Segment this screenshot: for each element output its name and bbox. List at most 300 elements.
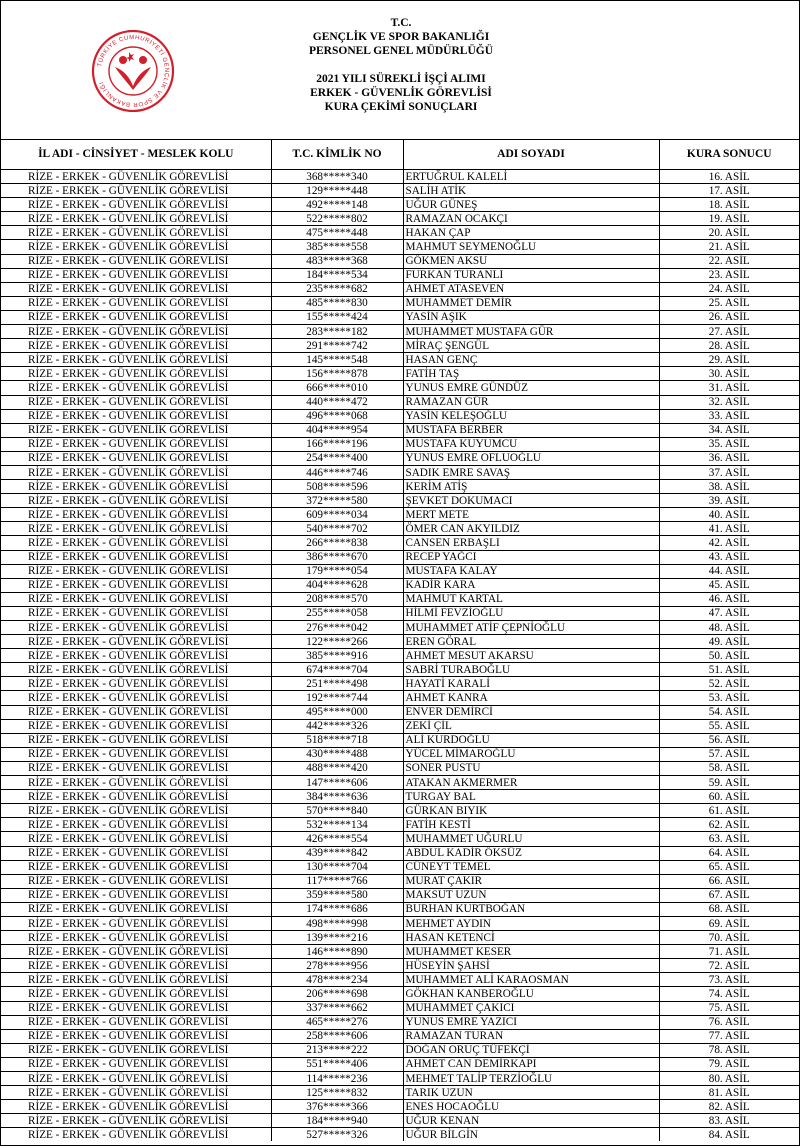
table-row [1, 184, 799, 198]
cell-province: RİZE - ERKEK - GÜVENLİK GÖREVLİSİ [1, 1043, 271, 1057]
cell-id: 498*****998 [271, 916, 403, 930]
cell-name: MİRAÇ ŞENGÜL [403, 339, 659, 353]
title-line-recruitment: 2021 YILI SÜREKLİ İŞÇİ ALIMI [316, 73, 486, 85]
table-row [1, 451, 799, 465]
cell-province: RİZE - ERKEK - GÜVENLİK GÖREVLİSİ [1, 437, 271, 451]
cell-name: YASİN AŞIK [403, 310, 659, 324]
cell-result: 36. ASİL [659, 451, 799, 465]
cell-id: 430*****488 [271, 747, 403, 761]
cell-name: MUSTAFA BERBER [403, 423, 659, 437]
cell-id: 192*****744 [271, 691, 403, 705]
cell-result: 52. ASİL [659, 677, 799, 691]
cell-id: 213*****222 [271, 1043, 403, 1057]
cell-result: 18. ASİL [659, 198, 799, 212]
cell-id: 440*****472 [271, 395, 403, 409]
cell-result: 81. ASİL [659, 1086, 799, 1100]
cell-province: RİZE - ERKEK - GÜVENLİK GÖREVLİSİ [1, 916, 271, 930]
column-header-name: ADI SOYADI [403, 139, 659, 170]
cell-id: 117*****766 [271, 874, 403, 888]
cell-id: 522*****802 [271, 212, 403, 226]
cell-name: TARIK UZUN [403, 1086, 659, 1100]
cell-province: RİZE - ERKEK - GÜVENLİK GÖREVLİSİ [1, 198, 271, 212]
cell-id: 129*****448 [271, 184, 403, 198]
table-row [1, 663, 799, 677]
cell-result: 82. ASİL [659, 1100, 799, 1114]
cell-id: 442*****326 [271, 719, 403, 733]
table-row [1, 1057, 799, 1071]
table-row [1, 621, 799, 635]
table-row [1, 1100, 799, 1114]
cell-name: GÖKMEN AKSU [403, 254, 659, 268]
cell-province: RİZE - ERKEK - GÜVENLİK GÖREVLİSİ [1, 790, 271, 804]
cell-name: MUHAMMET MUSTAFA GÜR [403, 325, 659, 339]
cell-name: YUNUS EMRE OFLUOĞLU [403, 451, 659, 465]
cell-id: 251*****498 [271, 677, 403, 691]
cell-name: CANSEN ERBAŞLI [403, 536, 659, 550]
cell-name: MAKSUT UZUN [403, 888, 659, 902]
table-row [1, 494, 799, 508]
cell-province: RİZE - ERKEK - GÜVENLİK GÖREVLİSİ [1, 282, 271, 296]
cell-name: GÖKHAN KANBEROĞLU [403, 987, 659, 1001]
cell-name: ŞEVKET DOKUMACI [403, 494, 659, 508]
cell-province: RİZE - ERKEK - GÜVENLİK GÖREVLİSİ [1, 1015, 271, 1029]
table-row [1, 1114, 799, 1128]
cell-province: RİZE - ERKEK - GÜVENLİK GÖREVLİSİ [1, 733, 271, 747]
cell-name: EREN GÖRAL [403, 635, 659, 649]
cell-name: DOĞAN ORUÇ TÜFEKÇİ [403, 1043, 659, 1057]
table-row [1, 649, 799, 663]
table-row [1, 719, 799, 733]
cell-id: 145*****548 [271, 353, 403, 367]
cell-name: RECEP YAĞCI [403, 550, 659, 564]
cell-id: 359*****580 [271, 888, 403, 902]
cell-province: RİZE - ERKEK - GÜVENLİK GÖREVLİSİ [1, 860, 271, 874]
table-row [1, 310, 799, 324]
cell-name: MAHMUT KARTAL [403, 592, 659, 606]
cell-id: 147*****606 [271, 776, 403, 790]
column-header-result: KURA SONUCU [659, 139, 799, 170]
table-row [1, 508, 799, 522]
cell-id: 570*****840 [271, 804, 403, 818]
cell-result: 68. ASİL [659, 902, 799, 916]
cell-province: RİZE - ERKEK - GÜVENLİK GÖREVLİSİ [1, 945, 271, 959]
cell-id: 376*****366 [271, 1100, 403, 1114]
cell-id: 337*****662 [271, 1001, 403, 1015]
cell-name: FATİH KESTİ [403, 818, 659, 832]
cell-id: 122*****266 [271, 635, 403, 649]
cell-province: RİZE - ERKEK - GÜVENLİK GÖREVLİSİ [1, 902, 271, 916]
column-header-province: İL ADI - CİNSİYET - MESLEK KOLU [1, 139, 271, 170]
cell-province: RİZE - ERKEK - GÜVENLİK GÖREVLİSİ [1, 240, 271, 254]
cell-name: AHMET ATASEVEN [403, 282, 659, 296]
cell-result: 50. ASİL [659, 649, 799, 663]
table-row [1, 804, 799, 818]
cell-name: MUHAMMET ATİF ÇEPNİOĞLU [403, 621, 659, 635]
cell-name: UĞUR KENAN [403, 1114, 659, 1128]
cell-id: 426*****554 [271, 832, 403, 846]
cell-province: RİZE - ERKEK - GÜVENLİK GÖREVLİSİ [1, 1029, 271, 1043]
cell-result: 56. ASİL [659, 733, 799, 747]
cell-name: MUHAMMET ALİ KARAOSMAN [403, 973, 659, 987]
cell-result: 30. ASİL [659, 367, 799, 381]
cell-province: RİZE - ERKEK - GÜVENLİK GÖREVLİSİ [1, 691, 271, 705]
cell-name: ATAKAN AKMERMER [403, 776, 659, 790]
cell-name: UĞUR GÜNEŞ [403, 198, 659, 212]
cell-province: RİZE - ERKEK - GÜVENLİK GÖREVLİSİ [1, 649, 271, 663]
cell-province: RİZE - ERKEK - GÜVENLİK GÖREVLİSİ [1, 1128, 271, 1142]
cell-id: 485*****830 [271, 296, 403, 310]
cell-province: RİZE - ERKEK - GÜVENLİK GÖREVLİSİ [1, 310, 271, 324]
table-row [1, 747, 799, 761]
cell-province: RİZE - ERKEK - GÜVENLİK GÖREVLİSİ [1, 465, 271, 479]
cell-name: ABDUL KADİR ÖKSÜZ [403, 846, 659, 860]
cell-province: RİZE - ERKEK - GÜVENLİK GÖREVLİSİ [1, 846, 271, 860]
table-row [1, 522, 799, 536]
cell-province: RİZE - ERKEK - GÜVENLİK GÖREVLİSİ [1, 494, 271, 508]
cell-result: 55. ASİL [659, 719, 799, 733]
cell-name: HAYATİ KARALİ [403, 677, 659, 691]
cell-id: 255*****058 [271, 606, 403, 620]
cell-name: BURHAN KURTBOĞAN [403, 902, 659, 916]
cell-province: RİZE - ERKEK - GÜVENLİK GÖREVLİSİ [1, 635, 271, 649]
title-line-position: ERKEK - GÜVENLİK GÖREVLİSİ [310, 87, 492, 99]
cell-name: MUSTAFA KUYUMCU [403, 437, 659, 451]
column-header-id: T.C. KİMLİK NO [271, 139, 403, 170]
cell-province: RİZE - ERKEK - GÜVENLİK GÖREVLİSİ [1, 578, 271, 592]
cell-result: 74. ASİL [659, 987, 799, 1001]
cell-province: RİZE - ERKEK - GÜVENLİK GÖREVLİSİ [1, 776, 271, 790]
cell-id: 235*****682 [271, 282, 403, 296]
cell-name: ENVER DEMİRCİ [403, 705, 659, 719]
cell-province: RİZE - ERKEK - GÜVENLİK GÖREVLİSİ [1, 536, 271, 550]
cell-result: 61. ASİL [659, 804, 799, 818]
cell-province: RİZE - ERKEK - GÜVENLİK GÖREVLİSİ [1, 987, 271, 1001]
table-row [1, 395, 799, 409]
cell-id: 386*****670 [271, 550, 403, 564]
cell-result: 77. ASİL [659, 1029, 799, 1043]
cell-id: 384*****636 [271, 790, 403, 804]
cell-result: 64. ASİL [659, 846, 799, 860]
cell-province: RİZE - ERKEK - GÜVENLİK GÖREVLİSİ [1, 170, 271, 184]
cell-province: RİZE - ERKEK - GÜVENLİK GÖREVLİSİ [1, 931, 271, 945]
table-row [1, 198, 799, 212]
cell-name: MURAT ÇAKIR [403, 874, 659, 888]
cell-name: MEHMET TALİP TERZİOĞLU [403, 1072, 659, 1086]
cell-result: 83. ASİL [659, 1114, 799, 1128]
cell-name: GÜRKAN BIYIK [403, 804, 659, 818]
cell-province: RİZE - ERKEK - GÜVENLİK GÖREVLİSİ [1, 296, 271, 310]
cell-id: 439*****842 [271, 846, 403, 860]
cell-name: ERTUĞRUL KALELİ [403, 170, 659, 184]
cell-name: ALİ KURDOĞLU [403, 733, 659, 747]
table-row [1, 1072, 799, 1086]
cell-name: FATİH TAŞ [403, 367, 659, 381]
cell-id: 184*****940 [271, 1114, 403, 1128]
cell-result: 59. ASİL [659, 776, 799, 790]
cell-province: RİZE - ERKEK - GÜVENLİK GÖREVLİSİ [1, 522, 271, 536]
cell-id: 283*****182 [271, 325, 403, 339]
table-row [1, 296, 799, 310]
cell-result: 39. ASİL [659, 494, 799, 508]
cell-id: 125*****832 [271, 1086, 403, 1100]
cell-province: RİZE - ERKEK - GÜVENLİK GÖREVLİSİ [1, 747, 271, 761]
table-row [1, 437, 799, 451]
cell-name: AHMET KANRA [403, 691, 659, 705]
cell-name: MAHMUT SEYMENOĞLU [403, 240, 659, 254]
cell-result: 66. ASİL [659, 874, 799, 888]
cell-id: 404*****954 [271, 423, 403, 437]
table-row [1, 705, 799, 719]
cell-result: 34. ASİL [659, 423, 799, 437]
table-row [1, 761, 799, 775]
table-row [1, 1015, 799, 1029]
cell-result: 71. ASİL [659, 945, 799, 959]
cell-id: 496*****068 [271, 409, 403, 423]
cell-province: RİZE - ERKEK - GÜVENLİK GÖREVLİSİ [1, 1057, 271, 1071]
table-row [1, 959, 799, 973]
cell-id: 492*****148 [271, 198, 403, 212]
cell-result: 31. ASİL [659, 381, 799, 395]
cell-result: 38. ASİL [659, 480, 799, 494]
cell-result: 37. ASİL [659, 465, 799, 479]
cell-name: YUNUS EMRE YAZICI [403, 1015, 659, 1029]
table-body [1, 170, 799, 1142]
cell-id: 385*****558 [271, 240, 403, 254]
cell-province: RİZE - ERKEK - GÜVENLİK GÖREVLİSİ [1, 339, 271, 353]
table-row [1, 564, 799, 578]
cell-result: 63. ASİL [659, 832, 799, 846]
cell-result: 41. ASİL [659, 522, 799, 536]
cell-name: RAMAZAN OCAKÇI [403, 212, 659, 226]
cell-result: 26. ASİL [659, 310, 799, 324]
cell-id: 372*****580 [271, 494, 403, 508]
cell-name: SALİH ATİK [403, 184, 659, 198]
cell-name: YASİN KELEŞOĞLU [403, 409, 659, 423]
table-row [1, 325, 799, 339]
document-title-block [201, 16, 601, 114]
cell-result: 16. ASİL [659, 170, 799, 184]
cell-name: SONER PUSTU [403, 761, 659, 775]
table-row [1, 973, 799, 987]
cell-province: RİZE - ERKEK - GÜVENLİK GÖREVLİSİ [1, 1072, 271, 1086]
cell-name: KERİM ATİŞ [403, 480, 659, 494]
cell-id: 166*****196 [271, 437, 403, 451]
cell-province: RİZE - ERKEK - GÜVENLİK GÖREVLİSİ [1, 1001, 271, 1015]
cell-province: RİZE - ERKEK - GÜVENLİK GÖREVLİSİ [1, 592, 271, 606]
cell-id: 488*****420 [271, 761, 403, 775]
table-row [1, 254, 799, 268]
cell-name: CÜNEYT TEMEL [403, 860, 659, 874]
cell-name: YÜCEL MİMAROĞLU [403, 747, 659, 761]
cell-province: RİZE - ERKEK - GÜVENLİK GÖREVLİSİ [1, 606, 271, 620]
cell-result: 73. ASİL [659, 973, 799, 987]
table-row [1, 367, 799, 381]
cell-result: 78. ASİL [659, 1043, 799, 1057]
table-row [1, 592, 799, 606]
table-row [1, 987, 799, 1001]
title-line-ministry: GENÇLİK VE SPOR BAKANLIĞI [312, 31, 490, 43]
table-row [1, 536, 799, 550]
cell-name: ENES HOCAOĞLU [403, 1100, 659, 1114]
cell-name: HÜSEYİN ŞAHSİ [403, 959, 659, 973]
cell-province: RİZE - ERKEK - GÜVENLİK GÖREVLİSİ [1, 1100, 271, 1114]
cell-result: 47. ASİL [659, 606, 799, 620]
cell-result: 80. ASİL [659, 1072, 799, 1086]
cell-province: RİZE - ERKEK - GÜVENLİK GÖREVLİSİ [1, 254, 271, 268]
cell-result: 43. ASİL [659, 550, 799, 564]
cell-id: 368*****340 [271, 170, 403, 184]
table-row [1, 691, 799, 705]
cell-id: 532*****134 [271, 818, 403, 832]
cell-name: HASAN GENÇ [403, 353, 659, 367]
cell-result: 23. ASİL [659, 268, 799, 282]
table-row [1, 902, 799, 916]
results-table [1, 139, 799, 1141]
cell-result: 44. ASİL [659, 564, 799, 578]
table-row [1, 635, 799, 649]
cell-result: 51. ASİL [659, 663, 799, 677]
cell-province: RİZE - ERKEK - GÜVENLİK GÖREVLİSİ [1, 409, 271, 423]
cell-result: 57. ASİL [659, 747, 799, 761]
cell-result: 35. ASİL [659, 437, 799, 451]
table-row [1, 1001, 799, 1015]
cell-id: 475*****448 [271, 226, 403, 240]
cell-id: 174*****686 [271, 902, 403, 916]
cell-name: MUHAMMET UĞURLU [403, 832, 659, 846]
cell-result: 79. ASİL [659, 1057, 799, 1071]
cell-id: 508*****596 [271, 480, 403, 494]
cell-name: UĞUR BİLGİN [403, 1128, 659, 1142]
cell-province: RİZE - ERKEK - GÜVENLİK GÖREVLİSİ [1, 325, 271, 339]
table-row [1, 916, 799, 930]
cell-id: 130*****704 [271, 860, 403, 874]
cell-province: RİZE - ERKEK - GÜVENLİK GÖREVLİSİ [1, 451, 271, 465]
cell-id: 278*****956 [271, 959, 403, 973]
cell-result: 69. ASİL [659, 916, 799, 930]
cell-name: ÖMER CAN AKYILDIZ [403, 522, 659, 536]
table-row [1, 1029, 799, 1043]
cell-name: YUNUS EMRE GÜNDÜZ [403, 381, 659, 395]
cell-id: 146*****890 [271, 945, 403, 959]
cell-name: MUHAMMET ÇAKICI [403, 1001, 659, 1015]
cell-id: 254*****400 [271, 451, 403, 465]
cell-id: 404*****628 [271, 578, 403, 592]
table-row [1, 677, 799, 691]
cell-name: HASAN KETENCİ [403, 931, 659, 945]
table-header-row [1, 139, 799, 170]
cell-province: RİZE - ERKEK - GÜVENLİK GÖREVLİSİ [1, 973, 271, 987]
cell-province: RİZE - ERKEK - GÜVENLİK GÖREVLİSİ [1, 508, 271, 522]
cell-result: 28. ASİL [659, 339, 799, 353]
cell-id: 674*****704 [271, 663, 403, 677]
cell-id: 446*****746 [271, 465, 403, 479]
cell-province: RİZE - ERKEK - GÜVENLİK GÖREVLİSİ [1, 395, 271, 409]
table-row [1, 846, 799, 860]
cell-name: TURGAY BAL [403, 790, 659, 804]
cell-id: 465*****276 [271, 1015, 403, 1029]
table-row [1, 480, 799, 494]
table-row [1, 240, 799, 254]
table-row [1, 818, 799, 832]
cell-id: 551*****406 [271, 1057, 403, 1071]
cell-id: 114*****236 [271, 1072, 403, 1086]
cell-result: 29. ASİL [659, 353, 799, 367]
cell-result: 70. ASİL [659, 931, 799, 945]
title-line-tc: T.C. [390, 17, 412, 29]
table-row [1, 268, 799, 282]
cell-result: 67. ASİL [659, 888, 799, 902]
cell-id: 518*****718 [271, 733, 403, 747]
cell-province: RİZE - ERKEK - GÜVENLİK GÖREVLİSİ [1, 818, 271, 832]
cell-province: RİZE - ERKEK - GÜVENLİK GÖREVLİSİ [1, 761, 271, 775]
cell-name: SADIK EMRE SAVAŞ [403, 465, 659, 479]
cell-result: 76. ASİL [659, 1015, 799, 1029]
table-row [1, 339, 799, 353]
cell-result: 62. ASİL [659, 818, 799, 832]
table-row [1, 860, 799, 874]
cell-province: RİZE - ERKEK - GÜVENLİK GÖREVLİSİ [1, 480, 271, 494]
cell-province: RİZE - ERKEK - GÜVENLİK GÖREVLİSİ [1, 423, 271, 437]
cell-province: RİZE - ERKEK - GÜVENLİK GÖREVLİSİ [1, 1086, 271, 1100]
cell-result: 54. ASİL [659, 705, 799, 719]
cell-id: 478*****234 [271, 973, 403, 987]
cell-province: RİZE - ERKEK - GÜVENLİK GÖREVLİSİ [1, 663, 271, 677]
cell-id: 208*****570 [271, 592, 403, 606]
cell-province: RİZE - ERKEK - GÜVENLİK GÖREVLİSİ [1, 804, 271, 818]
cell-id: 258*****606 [271, 1029, 403, 1043]
cell-name: SABRİ TURABOĞLU [403, 663, 659, 677]
cell-result: 65. ASİL [659, 860, 799, 874]
cell-name: MUHAMMET DEMİR [403, 296, 659, 310]
cell-id: 206*****698 [271, 987, 403, 1001]
title-line-results: KURA ÇEKİMİ SONUÇLARI [324, 101, 478, 113]
table-row [1, 832, 799, 846]
table-row [1, 465, 799, 479]
table-row [1, 170, 799, 184]
cell-id: 184*****534 [271, 268, 403, 282]
cell-province: RİZE - ERKEK - GÜVENLİK GÖREVLİSİ [1, 550, 271, 564]
table-row [1, 606, 799, 620]
table-row [1, 888, 799, 902]
cell-result: 27. ASİL [659, 325, 799, 339]
cell-id: 276*****042 [271, 621, 403, 635]
table-row [1, 776, 799, 790]
table-row [1, 874, 799, 888]
cell-result: 33. ASİL [659, 409, 799, 423]
cell-name: AHMET CAN DEMİRKAPI [403, 1057, 659, 1071]
cell-name: HİLMİ FEVZİOĞLU [403, 606, 659, 620]
cell-id: 609*****034 [271, 508, 403, 522]
cell-province: RİZE - ERKEK - GÜVENLİK GÖREVLİSİ [1, 719, 271, 733]
cell-name: RAMAZAN TURAN [403, 1029, 659, 1043]
cell-id: 540*****702 [271, 522, 403, 536]
cell-result: 32. ASİL [659, 395, 799, 409]
cell-id: 385*****916 [271, 649, 403, 663]
cell-result: 49. ASİL [659, 635, 799, 649]
cell-result: 84. ASİL [659, 1128, 799, 1142]
cell-name: RAMAZAN GÜR [403, 395, 659, 409]
cell-province: RİZE - ERKEK - GÜVENLİK GÖREVLİSİ [1, 705, 271, 719]
cell-province: RİZE - ERKEK - GÜVENLİK GÖREVLİSİ [1, 959, 271, 973]
cell-id: 179*****054 [271, 564, 403, 578]
table-row [1, 790, 799, 804]
cell-province: RİZE - ERKEK - GÜVENLİK GÖREVLİSİ [1, 832, 271, 846]
cell-id: 266*****838 [271, 536, 403, 550]
title-line-directorate: PERSONEL GENEL MÜDÜRLÜĞÜ [308, 45, 494, 57]
svg-text:TÜRKİYE CUMHURİYETİ GENÇLİK VE: TÜRKİYE CUMHURİYETİ GENÇLİK VE SPOR BAKANLIĞI [97, 34, 170, 108]
table-row [1, 733, 799, 747]
cell-province: RİZE - ERKEK - GÜVENLİK GÖREVLİSİ [1, 677, 271, 691]
